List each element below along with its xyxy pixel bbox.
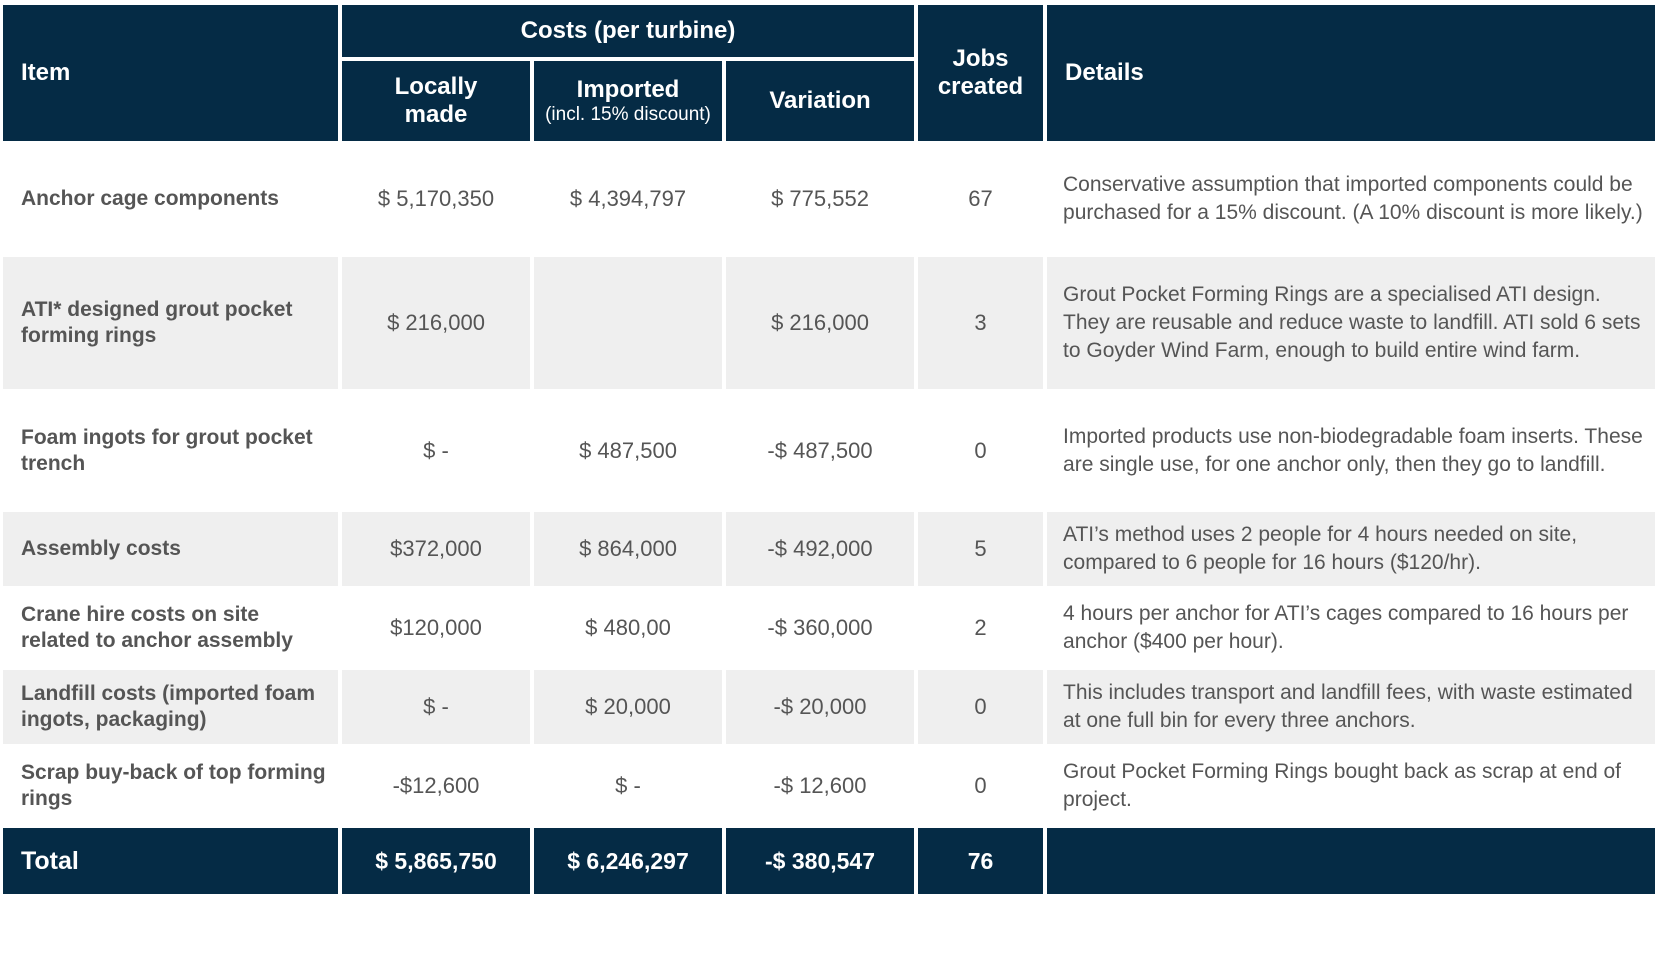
row-imported-cost: $ 864,000	[534, 512, 722, 586]
row-variation: -$ 487,500	[726, 393, 914, 508]
row-item: Anchor cage components	[3, 145, 338, 253]
header-variation: Variation	[726, 61, 914, 141]
row-imported-cost	[534, 257, 722, 389]
row-local-cost: -$12,600	[342, 748, 530, 824]
header-imported	[534, 61, 722, 141]
row-item: Landfill costs (imported foam ingots, packaging)	[3, 670, 338, 744]
total-row	[3, 828, 1655, 894]
row-details: 4 hours per anchor for ATI’s cages compared to 16 hours per anchor ($400 per hour).	[1047, 590, 1655, 666]
total-variation: -$ 380,547	[726, 828, 914, 894]
row-jobs: 0	[918, 670, 1043, 744]
total-details	[1047, 828, 1655, 894]
row-item: Foam ingots for grout pocket trench	[3, 393, 338, 508]
row-variation: $ 775,552	[726, 145, 914, 253]
row-details: Imported products use non-biodegradable foam inserts. These are single use, for one anchor only, then they go to landfill.	[1047, 393, 1655, 508]
header-jobs-created	[918, 5, 1043, 141]
row-item: Assembly costs	[3, 512, 338, 586]
table-header	[3, 5, 1655, 141]
table-row	[3, 393, 1655, 508]
header-imported-label: Imported	[576, 76, 680, 103]
row-imported-cost: $ -	[534, 748, 722, 824]
row-local-cost: $ -	[342, 670, 530, 744]
row-imported-cost: $ 20,000	[534, 670, 722, 744]
header-item: Item	[3, 5, 338, 141]
row-variation: -$ 12,600	[726, 748, 914, 824]
row-item: Crane hire costs on site related to anchor assembly	[3, 590, 338, 666]
table-total	[3, 828, 1655, 894]
table-row	[3, 512, 1655, 586]
table-row	[3, 257, 1655, 389]
row-details: Grout Pocket Forming Rings bought back as scrap at end of project.	[1047, 748, 1655, 824]
header-details: Details	[1047, 5, 1655, 141]
header-costs-group: Costs (per turbine)	[342, 5, 914, 57]
row-item: ATI* designed grout pocket forming rings	[3, 257, 338, 389]
row-local-cost: $372,000	[342, 512, 530, 586]
row-local-cost: $ 216,000	[342, 257, 530, 389]
row-variation: $ 216,000	[726, 257, 914, 389]
table-row	[3, 145, 1655, 253]
cost-comparison-table	[0, 1, 1659, 898]
row-variation: -$ 20,000	[726, 670, 914, 744]
row-jobs: 5	[918, 512, 1043, 586]
total-jobs: 76	[918, 828, 1043, 894]
row-imported-cost: $ 487,500	[534, 393, 722, 508]
row-details: Grout Pocket Forming Rings are a specialised ATI design. They are reusable and reduce waste to landfill. ATI sold 6 sets to Goyder Wind Farm, enough to build entire wind farm.	[1047, 257, 1655, 389]
row-variation: -$ 492,000	[726, 512, 914, 586]
row-details: Conservative assumption that imported components could be purchased for a 15% discount. (A 10% discount is more likely.)	[1047, 145, 1655, 253]
row-jobs: 0	[918, 393, 1043, 508]
table-row	[3, 670, 1655, 744]
row-details: This includes transport and landfill fees, with waste estimated at one full bin for every three anchors.	[1047, 670, 1655, 744]
table-row	[3, 748, 1655, 824]
total-local-cost: $ 5,865,750	[342, 828, 530, 894]
header-imported-note: (incl. 15% discount)	[545, 104, 711, 125]
table-body	[3, 145, 1655, 824]
row-item: Scrap buy-back of top forming rings	[3, 748, 338, 824]
header-jobs-created-label: Jobs created	[937, 45, 1024, 100]
row-imported-cost: $ 4,394,797	[534, 145, 722, 253]
row-jobs: 3	[918, 257, 1043, 389]
row-variation: -$ 360,000	[726, 590, 914, 666]
table-row	[3, 590, 1655, 666]
total-imported-cost: $ 6,246,297	[534, 828, 722, 894]
row-jobs: 2	[918, 590, 1043, 666]
row-details: ATI’s method uses 2 people for 4 hours needed on site, compared to 6 people for 16 hours ($120/hr).	[1047, 512, 1655, 586]
row-jobs: 0	[918, 748, 1043, 824]
header-locally-made-label: Locally made	[394, 73, 478, 128]
row-local-cost: $120,000	[342, 590, 530, 666]
total-label: Total	[3, 828, 338, 894]
row-local-cost: $ 5,170,350	[342, 145, 530, 253]
header-locally-made	[342, 61, 530, 141]
row-jobs: 67	[918, 145, 1043, 253]
row-local-cost: $ -	[342, 393, 530, 508]
row-imported-cost: $ 480,00	[534, 590, 722, 666]
